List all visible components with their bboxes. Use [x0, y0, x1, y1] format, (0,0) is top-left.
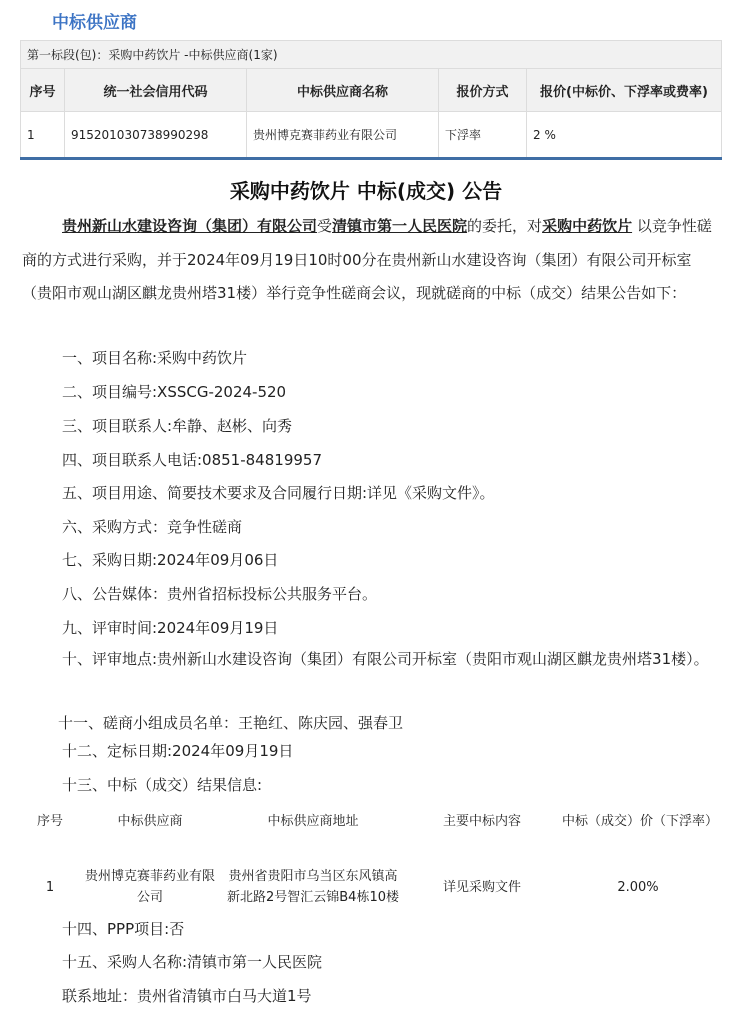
item-award-date: 十二、定标日期:2024年09月19日: [62, 742, 294, 760]
item-ppp: 十四、PPP项目:否: [62, 920, 185, 938]
header-supplier-name: 中标供应商名称: [247, 69, 439, 112]
result-header-supplier: 中标供应商: [117, 814, 183, 829]
result-cell-content: 详见采购文件: [442, 879, 521, 895]
result-header-content: 主要中标内容: [442, 814, 521, 829]
item-procurement-method: 六、采购方式：竞争性磋商: [62, 518, 243, 536]
cell-no: 1: [21, 112, 65, 159]
intro-paragraph: [22, 210, 714, 311]
supplier-table: [20, 40, 722, 160]
project-name: 采购中药饮片: [542, 217, 633, 235]
item-panel-members: 十一、磋商小组成员名单：王艳红、陈庆园、强春卫: [58, 714, 404, 732]
doc-title: 采购中药饮片 中标(成交) 公告: [229, 179, 503, 203]
table-row: [21, 112, 722, 159]
intro-text-1: 受: [317, 217, 333, 235]
item-purchaser-name: 十五、采购人名称:清镇市第一人民医院: [62, 953, 323, 971]
cell-quote: 2 %: [527, 112, 722, 159]
header-quote-method: 报价方式: [439, 69, 527, 112]
supplier-table-header: [21, 69, 722, 112]
header-quote: 报价(中标价、下浮率或费率): [527, 69, 722, 112]
item-purpose: 五、项目用途、简要技术要求及合同履行日期:详见《采购文件》。: [62, 484, 495, 502]
item-procurement-date: 七、采购日期:2024年09月06日: [62, 551, 279, 569]
result-header-no: 序号: [36, 814, 63, 829]
result-cell-address: 贵州省贵阳市乌当区东风镇高新北路2号智汇云锦B4栋10楼: [226, 869, 399, 905]
item-review-location: 十、评审地点:贵州新山水建设咨询（集团）有限公司开标室（贵阳市观山湖区麒龙贵州塔31楼）。: [62, 650, 709, 668]
item-media: 八、公告媒体：贵州省招标投标公共服务平台。: [62, 585, 378, 603]
intro-text-2: 的委托，对: [467, 217, 543, 235]
lot-label: 第一标段(包)：采购中药饮片 -中标供应商(1家): [21, 41, 722, 69]
item-contact-phone: 四、项目联系人电话:0851-84819957: [62, 451, 322, 469]
cell-supplier-name: 贵州博克赛菲药业有限公司: [247, 112, 439, 159]
result-table-header: [20, 800, 718, 844]
purchaser-name: 清镇市第一人民医院: [332, 217, 468, 235]
lot-row: [21, 41, 722, 69]
item-result-info: 十三、中标（成交）结果信息:: [62, 776, 263, 794]
intro-text-3: 以竞争性磋商的方式进行采购，并于2024年09月19日10时00分在贵州新山水建设咨询（集团）有限公司开标室（贵阳市观山湖区麒龙贵州塔31楼）举行竞争性磋商会议，现就磋商的中标（成交）结果公告如下：: [22, 217, 712, 302]
cell-credit-code: 915201030738990298: [65, 112, 247, 159]
cell-quote-method: 下浮率: [439, 112, 527, 159]
header-no: 序号: [21, 69, 65, 112]
item-project-number: 二、项目编号:XSSCG-2024-520: [62, 383, 287, 401]
result-table: [20, 800, 718, 930]
result-cell-price: 2.00%: [617, 879, 659, 895]
section-title: 中标供应商: [52, 13, 137, 33]
item-contacts: 三、项目联系人:牟静、赵彬、向秀: [62, 417, 293, 435]
item-project-name: 一、项目名称:采购中药饮片: [62, 349, 248, 367]
result-header-address: 中标供应商地址: [267, 814, 359, 829]
result-cell-no: 1: [45, 879, 55, 895]
result-header-price: 中标（成交）价（下浮率）: [562, 814, 719, 829]
result-cell-supplier: 贵州博克赛菲药业有限公司: [84, 869, 215, 905]
agency-name: 贵州新山水建设咨询（集团）有限公司: [62, 217, 318, 235]
header-credit-code: 统一社会信用代码: [65, 69, 247, 112]
item-review-time: 九、评审时间:2024年09月19日: [62, 619, 279, 637]
purchaser-address: 联系地址：贵州省清镇市白马大道1号: [62, 987, 312, 1005]
